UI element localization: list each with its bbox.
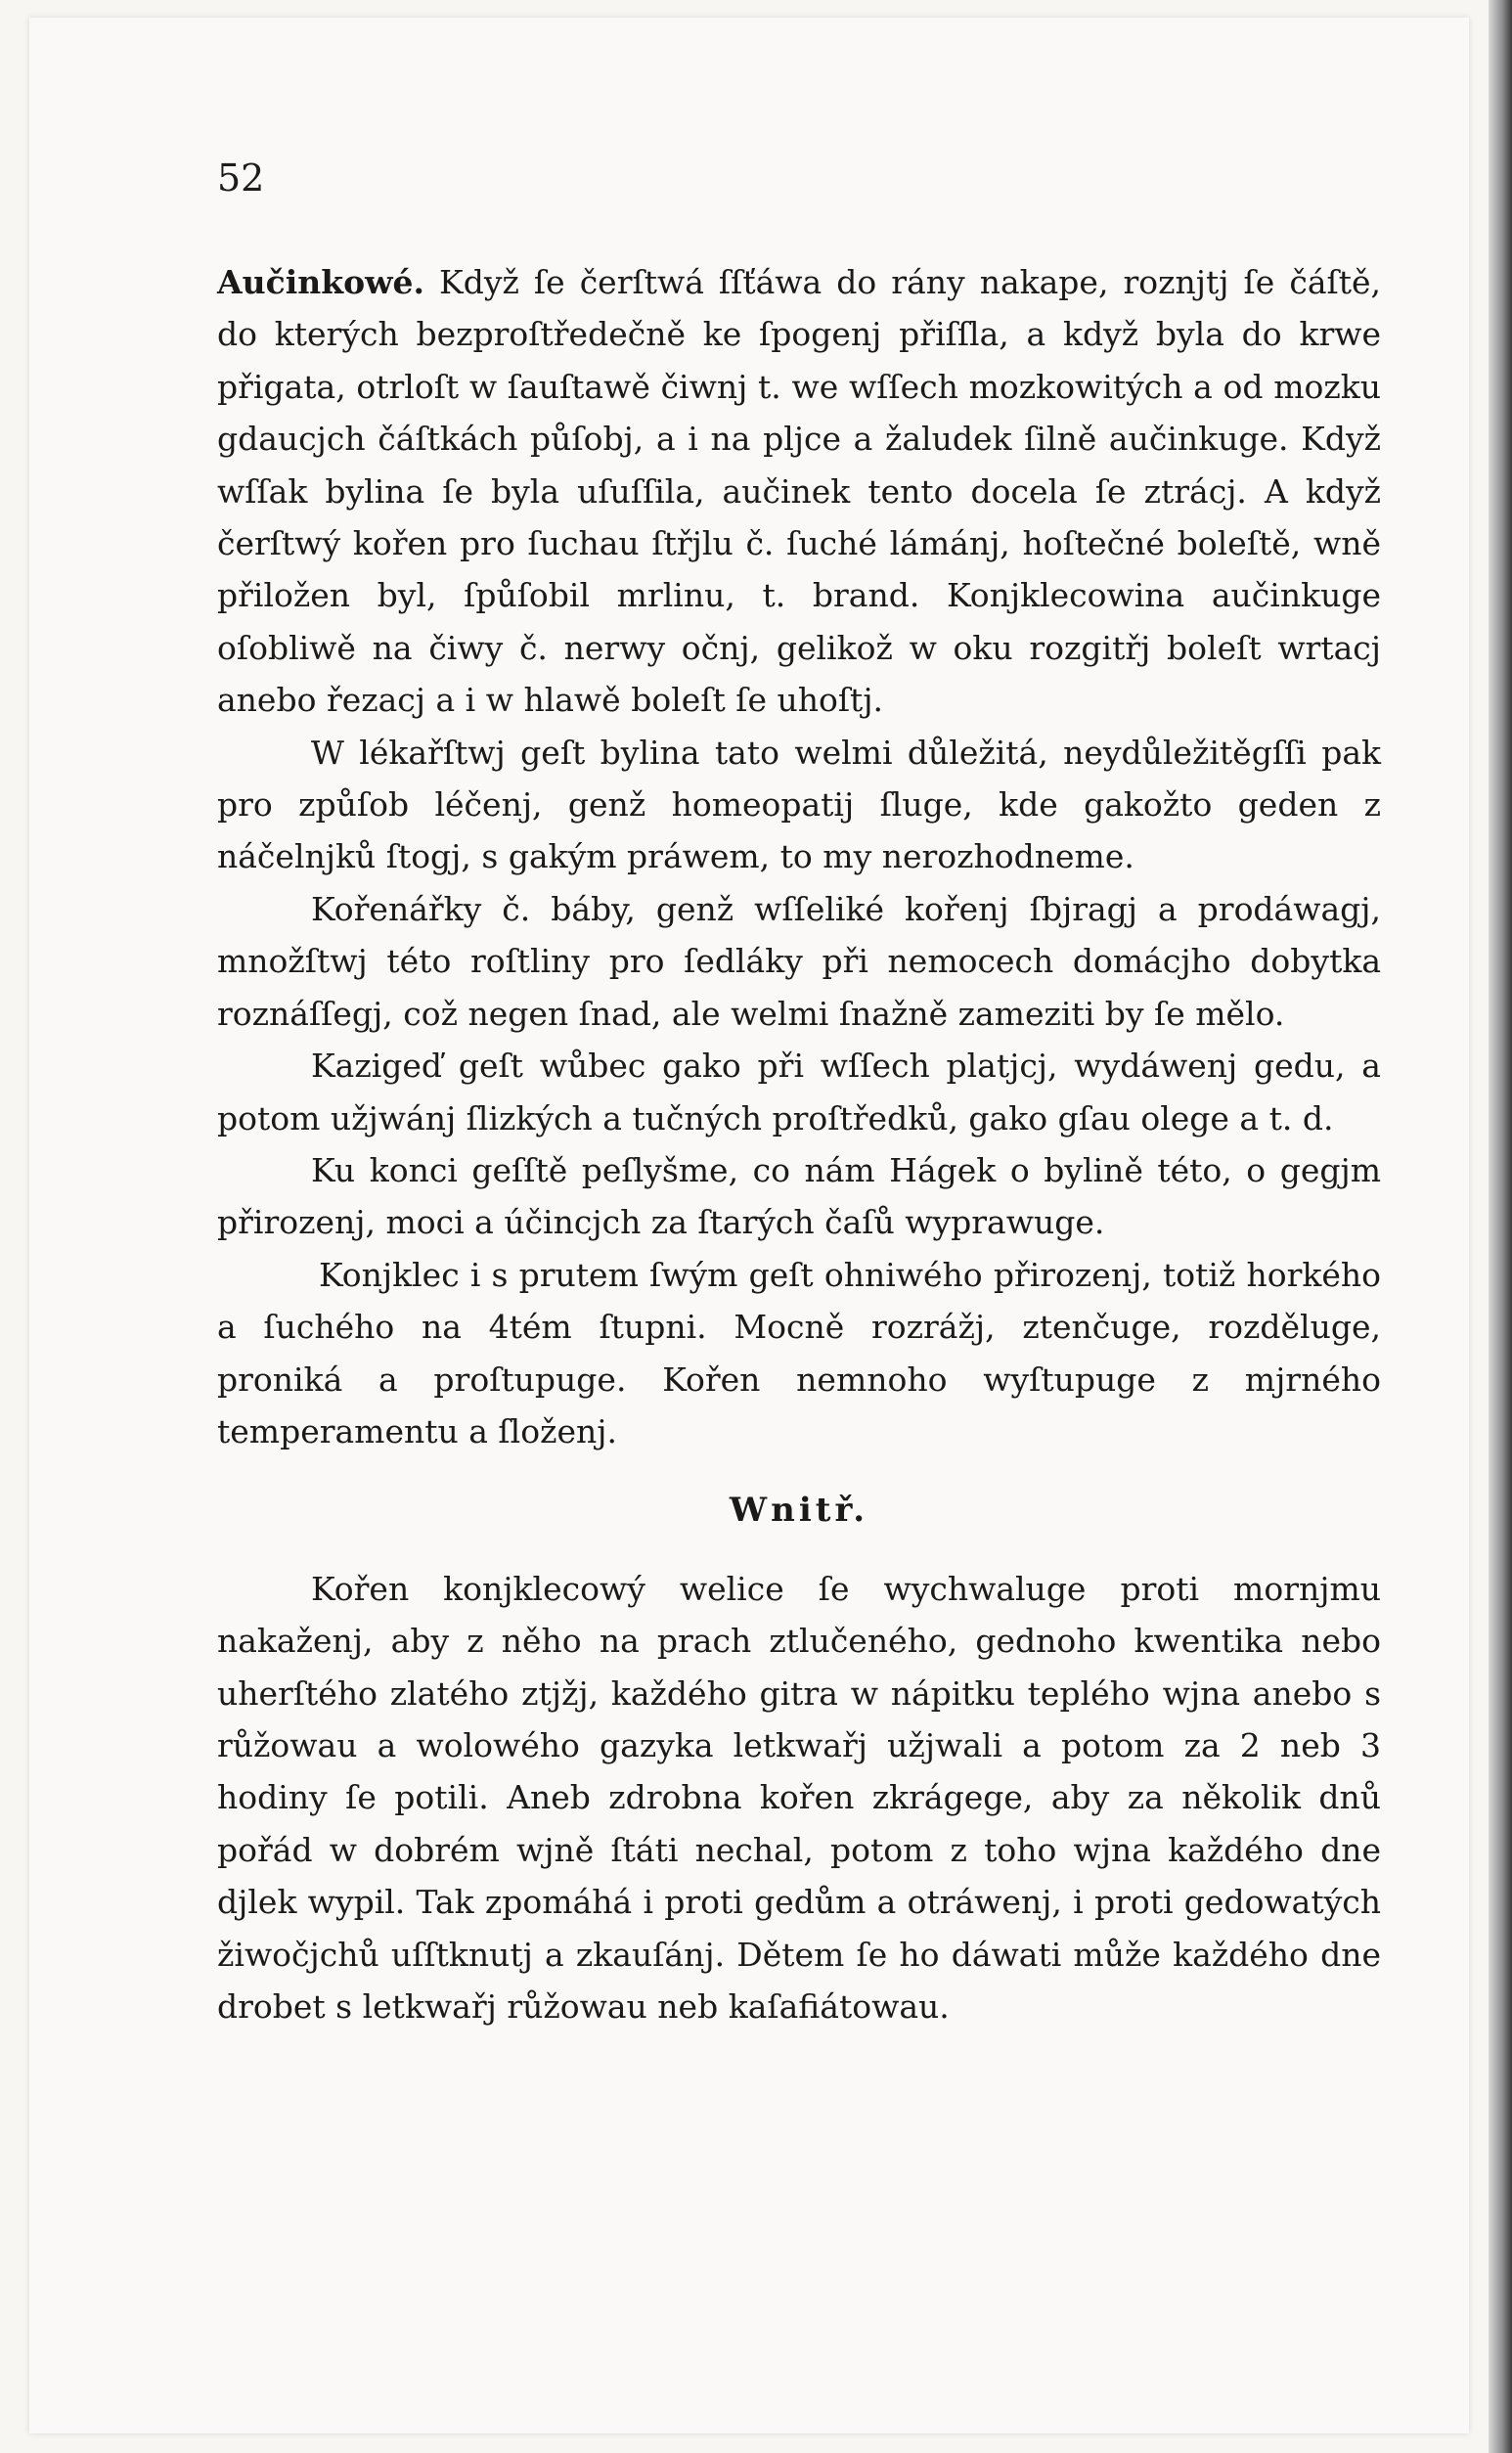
paragraph-nature: Konjklec i s prutem ſwým geſt ohniwého přirozenj, totiž horkého a ſuchého na 4tém ſtupni. Mocně rozrážj, ztenčuge, rozděluge, proniká a proſtupuge. Kořen nemnoho wyſtupuge z mjrného temperamentu a ſloženj.: [217, 1255, 1381, 1450]
paragraph-internal-use: Kořen konjklecowý welice ſe wychwaluge proti mornjmu nakaženj, aby z něho na prach ztlučeného, gednoho kwentika nebo uherſtého zlatého ztjžj, každého gitra w nápitku teplého wjna anebo s růžowau a wolowého gazyka letkwařj užjwali a potom za 2 neb 3 hodiny ſe potili. Aneb zdrobna kořen zkrágege, aby za několik dnů pořád w dobrém wjně ſtáti nechal, potom z toho wjna každého dne djlek wypil. Tak zpomáhá i proti gedům a otráwenj, i proti gedowatých žiwočjchů uſſtknutj a zkauſánj. Dětem ſe ho dáwati může každého dne drobet s letkwařj růžowau neb kaſafiátowau.: [217, 1569, 1381, 2026]
page-text: [217, 256, 1381, 2032]
paragraph-medicine: W lékařſtwj geſt bylina tato welmi důležitá, neydůležitěgſſi pak pro způſob léčenj, genž homeopatij ſluge, kde gakožto geden z náčelnjků ſtogj, s gakým práwem, to my nerozhodneme.: [217, 733, 1381, 876]
page-number: 52: [217, 156, 265, 200]
paragraph-hajek: Ku konci geſſtě peſlyšme, co nám Hágek o bylině této, o gegjm přirozenj, moci a účincjch za ſtarých čaſů wyprawuge.: [217, 1150, 1381, 1242]
section-lead-effects: Aučinkowé.: [217, 263, 424, 301]
paragraph-effects-text: Když ſe čerſtwá ſſťáwa do rány nakape, roznjtj ſe čáſtě, do kterých bezproſtředečně ke ſpogenj přiſſla, a když byla do krwe přigata, otrloſt w ſauſtawě čiwnj t. we wſſech mozkowitých a od mozku gdaucjch čáſtkách půſobj, a i na pljce a žaludek ſilně aučinkuge. Když wſſak bylina ſe byla uſuſſila, aučinek tento docela ſe ztrácj. A když čerſtwý kořen pro ſuchau ſtřjlu č. ſuché lámánj, hoſtečné boleſtě, wně přiložen byl, ſpůſobil mrlinu, t. brand. Konjklecowina aučinkuge oſobliwě na čiwy č. nerwy očnj, gelikož w oku rozgitřj boleſt wrtacj anebo řezacj a i w hlawě boleſt ſe uhoſtj.: [217, 263, 1381, 720]
paragraph-antidote: Kazigeď geſt wůbec gako při wſſech platjcj, wydáwenj gedu, a potom užjwánj ſlizkých a tučných proſtředků, gako gſau olege a t. d.: [217, 1047, 1381, 1137]
paragraph-herbalists: Kořenářky č. báby, genž wſſeliké kořenj ſbjragj a prodáwagj, množſtwj této roſtliny pro ſedláky při nemocech domácjho dobytka roznáſſegj, což negen ſnad, ale welmi ſnažně zameziti by ſe mělo.: [217, 889, 1381, 1033]
section-heading-internal: Wnitř.: [729, 1491, 869, 1531]
book-binding-edge: [1489, 0, 1512, 2453]
paragraph-effects: [217, 256, 1381, 727]
